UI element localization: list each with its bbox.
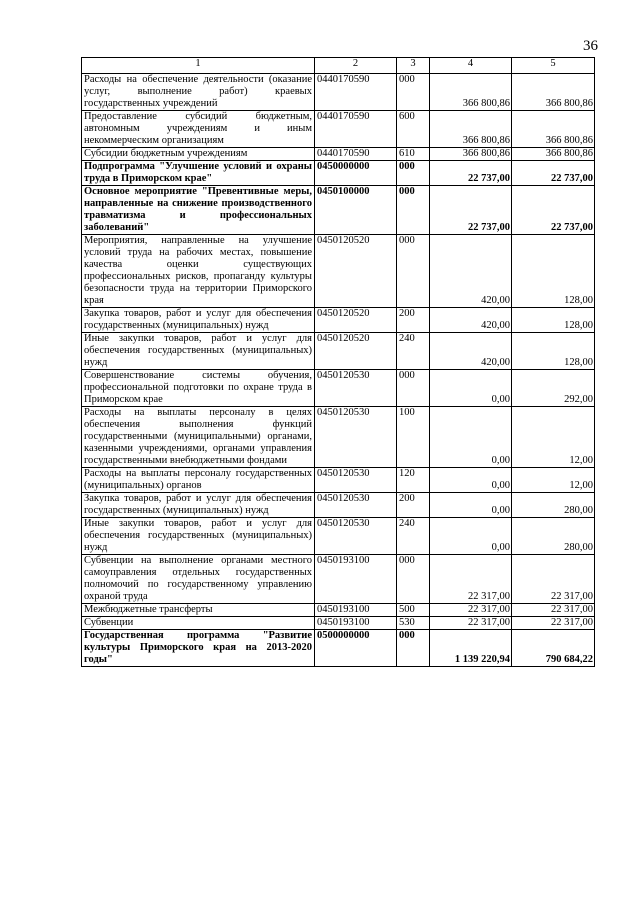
row-amount-col4: 1 139 220,94 (430, 630, 512, 667)
row-amount-col4: 366 800,86 (430, 148, 512, 161)
row-target-code: 0450120530 (315, 370, 397, 407)
row-expense-type: 240 (397, 518, 430, 555)
row-expense-type: 000 (397, 555, 430, 604)
row-amount-col5: 128,00 (512, 308, 595, 333)
row-expense-type: 600 (397, 111, 430, 148)
table-row (82, 407, 595, 468)
row-amount-col4: 420,00 (430, 235, 512, 308)
row-amount-col4: 420,00 (430, 308, 512, 333)
table-row (82, 161, 595, 186)
row-description: Совершенствование системы обучения, профессиональной подготовки по охране труда в Приморском крае (82, 370, 315, 407)
row-target-code: 0450120520 (315, 308, 397, 333)
row-target-code: 0450120520 (315, 235, 397, 308)
row-target-code: 0450100000 (315, 186, 397, 235)
row-description: Субсидии бюджетным учреждениям (82, 148, 315, 161)
row-target-code: 0450193100 (315, 617, 397, 630)
row-target-code: 0450120530 (315, 518, 397, 555)
row-description: Основное мероприятие "Превентивные меры, направленные на снижение производственного травматизма и профессиональных заболеваний" (82, 186, 315, 235)
row-target-code: 0450120520 (315, 333, 397, 370)
row-description: Закупка товаров, работ и услуг для обеспечения государственных (муниципальных) нужд (82, 308, 315, 333)
row-amount-col4: 0,00 (430, 493, 512, 518)
page-number: 36 (583, 38, 598, 54)
row-amount-col4: 366 800,86 (430, 111, 512, 148)
row-target-code: 0500000000 (315, 630, 397, 667)
table-row (82, 555, 595, 604)
row-description: Межбюджетные трансферты (82, 604, 315, 617)
row-amount-col5: 22 737,00 (512, 161, 595, 186)
row-description: Подпрограмма "Улучшение условий и охраны труда в Приморском крае" (82, 161, 315, 186)
column-header-2: 2 (315, 58, 397, 74)
row-amount-col5: 22 317,00 (512, 617, 595, 630)
row-target-code: 0440170590 (315, 111, 397, 148)
column-header-5: 5 (512, 58, 595, 74)
table-row (82, 468, 595, 493)
row-amount-col5: 366 800,86 (512, 111, 595, 148)
row-target-code: 0440170590 (315, 148, 397, 161)
row-expense-type: 500 (397, 604, 430, 617)
row-amount-col4: 22 317,00 (430, 617, 512, 630)
row-expense-type: 120 (397, 468, 430, 493)
row-amount-col4: 0,00 (430, 468, 512, 493)
row-amount-col5: 366 800,86 (512, 148, 595, 161)
row-expense-type: 000 (397, 370, 430, 407)
row-amount-col5: 22 737,00 (512, 186, 595, 235)
row-amount-col4: 420,00 (430, 333, 512, 370)
row-amount-col5: 292,00 (512, 370, 595, 407)
table-row (82, 74, 595, 111)
row-expense-type: 100 (397, 407, 430, 468)
table-row (82, 370, 595, 407)
row-amount-col5: 790 684,22 (512, 630, 595, 667)
row-target-code: 0450120530 (315, 468, 397, 493)
row-expense-type: 000 (397, 161, 430, 186)
row-description: Субвенции (82, 617, 315, 630)
row-expense-type: 000 (397, 630, 430, 667)
row-expense-type: 530 (397, 617, 430, 630)
row-target-code: 0450193100 (315, 604, 397, 617)
table-row (82, 518, 595, 555)
row-expense-type: 000 (397, 186, 430, 235)
row-target-code: 0450120530 (315, 493, 397, 518)
row-target-code: 0450120530 (315, 407, 397, 468)
row-expense-type: 000 (397, 235, 430, 308)
budget-table (81, 57, 595, 667)
row-amount-col5: 280,00 (512, 518, 595, 555)
table-row (82, 235, 595, 308)
column-header-4: 4 (430, 58, 512, 74)
table-row (82, 333, 595, 370)
table-row (82, 630, 595, 667)
table-row (82, 493, 595, 518)
row-amount-col5: 22 317,00 (512, 555, 595, 604)
table-row (82, 148, 595, 161)
row-description: Расходы на обеспечение деятельности (оказание услуг, выполнение работ) краевых государственных учреждений (82, 74, 315, 111)
row-amount-col5: 128,00 (512, 235, 595, 308)
row-description: Мероприятия, направленные на улучшение условий труда на рабочих местах, повышение качества оценки существующих профессиональных рисков, пропаганду культуры безопасности труда на территории Приморского края (82, 235, 315, 308)
row-target-code: 0450193100 (315, 555, 397, 604)
row-amount-col5: 128,00 (512, 333, 595, 370)
row-expense-type: 000 (397, 74, 430, 111)
row-amount-col5: 12,00 (512, 407, 595, 468)
row-expense-type: 240 (397, 333, 430, 370)
column-header-1: 1 (82, 58, 315, 74)
row-description: Иные закупки товаров, работ и услуг для обеспечения государственных (муниципальных) нужд (82, 333, 315, 370)
row-expense-type: 200 (397, 493, 430, 518)
row-amount-col4: 0,00 (430, 518, 512, 555)
table-row (82, 617, 595, 630)
row-description: Государственная программа "Развитие культуры Приморского края на 2013-2020 годы" (82, 630, 315, 667)
row-description: Предоставление субсидий бюджетным, автономным учреждениям и иным некоммерческим организациям (82, 111, 315, 148)
row-amount-col4: 22 317,00 (430, 604, 512, 617)
table-row (82, 186, 595, 235)
row-description: Расходы на выплаты персоналу государственных (муниципальных) органов (82, 468, 315, 493)
row-amount-col4: 366 800,86 (430, 74, 512, 111)
row-amount-col5: 22 317,00 (512, 604, 595, 617)
row-description: Иные закупки товаров, работ и услуг для обеспечения государственных (муниципальных) нужд (82, 518, 315, 555)
row-amount-col4: 0,00 (430, 407, 512, 468)
table-row (82, 604, 595, 617)
column-header-3: 3 (397, 58, 430, 74)
row-description: Закупка товаров, работ и услуг для обеспечения государственных (муниципальных) нужд (82, 493, 315, 518)
row-expense-type: 610 (397, 148, 430, 161)
table-header-row (82, 58, 595, 74)
row-description: Субвенции на выполнение органами местного самоуправления отдельных государственных полномочий по государственному управлению охраной труда (82, 555, 315, 604)
row-target-code: 0450000000 (315, 161, 397, 186)
row-description: Расходы на выплаты персоналу в целях обеспечения выполнения функций государственными (муниципальными) органами, казенными учреждениями, органами управления государственными внебюджетными фондами (82, 407, 315, 468)
table-row (82, 308, 595, 333)
row-target-code: 0440170590 (315, 74, 397, 111)
row-amount-col5: 280,00 (512, 493, 595, 518)
row-amount-col4: 0,00 (430, 370, 512, 407)
row-expense-type: 200 (397, 308, 430, 333)
row-amount-col5: 12,00 (512, 468, 595, 493)
row-amount-col4: 22 317,00 (430, 555, 512, 604)
row-amount-col4: 22 737,00 (430, 161, 512, 186)
row-amount-col5: 366 800,86 (512, 74, 595, 111)
table-row (82, 111, 595, 148)
row-amount-col4: 22 737,00 (430, 186, 512, 235)
